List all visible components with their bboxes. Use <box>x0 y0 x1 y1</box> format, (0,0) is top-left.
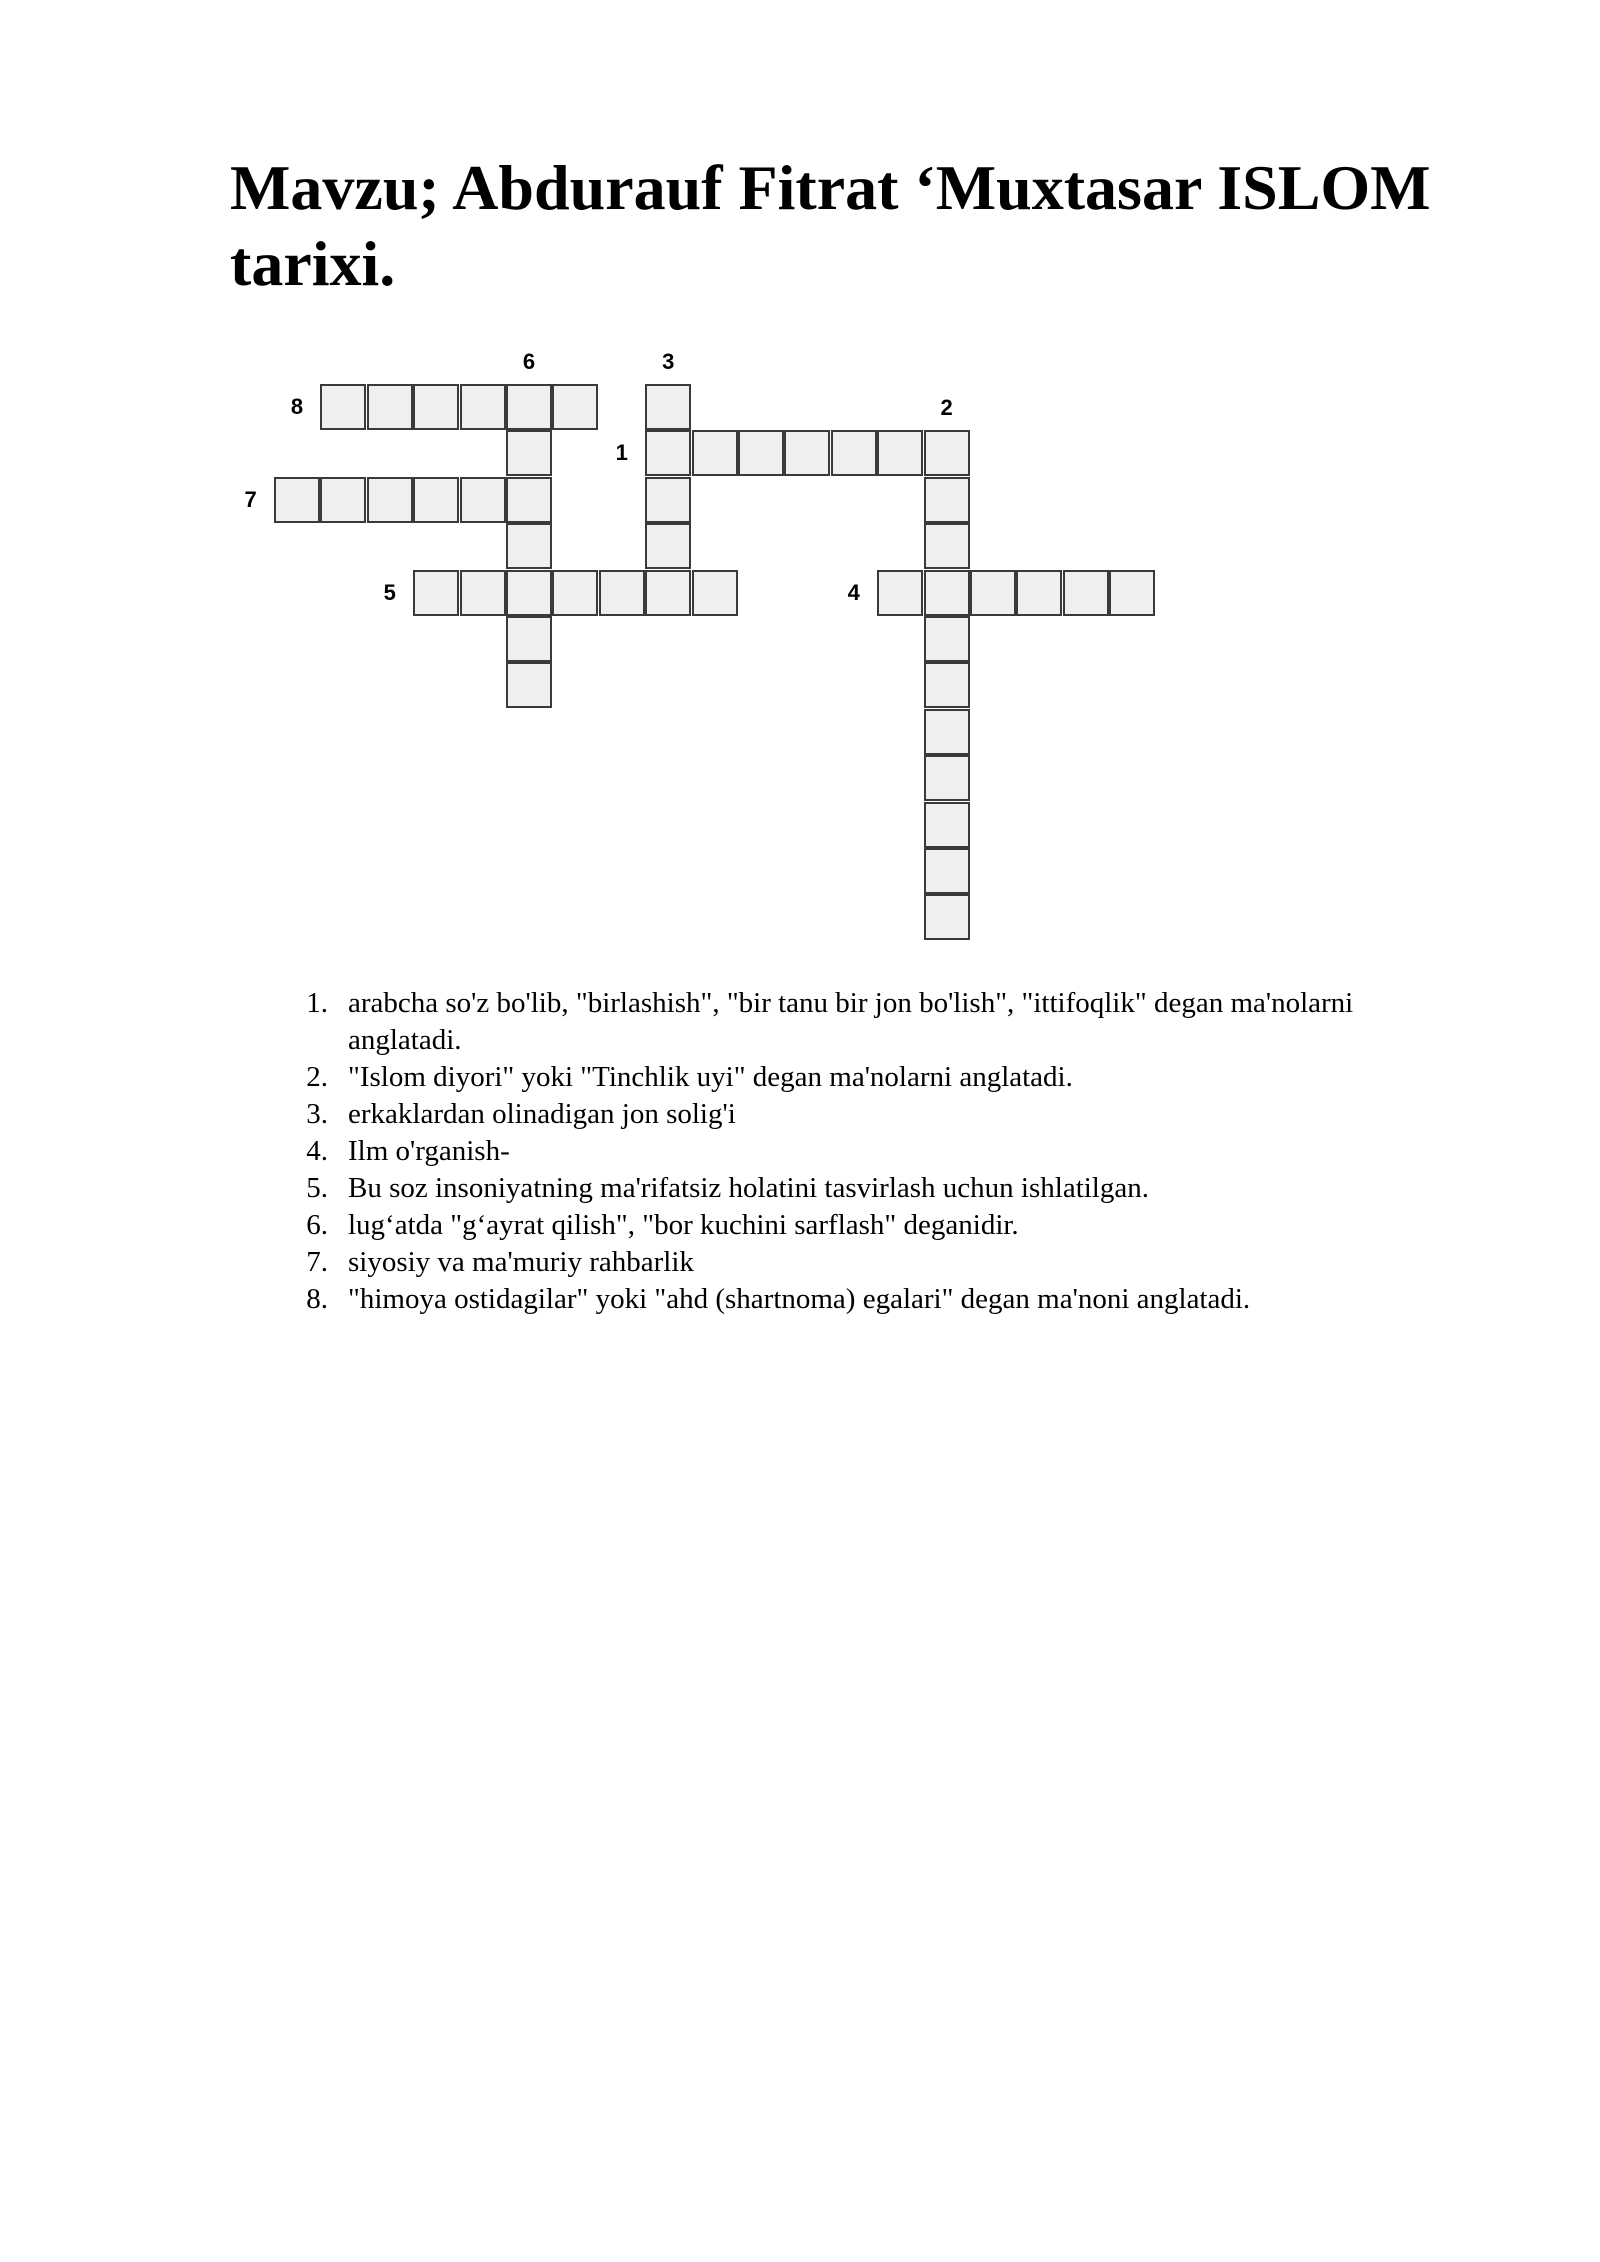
crossword-cell[interactable] <box>506 477 552 523</box>
clue-text: Ilm o'rganish- <box>348 1135 510 1167</box>
crossword-cell[interactable] <box>924 616 970 662</box>
crossword-cell[interactable] <box>367 477 413 523</box>
crossword-cell[interactable] <box>506 384 552 430</box>
clue-index: 3. <box>306 1098 328 1130</box>
clue-item <box>270 985 1470 1059</box>
clue-index: 2. <box>306 1061 328 1093</box>
crossword-cell[interactable] <box>877 430 923 476</box>
clue-index: 5. <box>306 1172 328 1204</box>
clue-item <box>270 1096 1470 1133</box>
clue-text: "himoya ostidagilar" yoki "ahd (shartnoma) egalari" degan ma'noni anglatadi. <box>348 1283 1251 1315</box>
clue-item <box>270 1133 1470 1170</box>
crossword-cell[interactable] <box>924 709 970 755</box>
clue-index: 4. <box>306 1135 328 1167</box>
crossword-cell[interactable] <box>924 523 970 569</box>
crossword-cell[interactable] <box>645 523 691 569</box>
crossword-cell[interactable] <box>320 477 366 523</box>
clue-text: lug‘atda "g‘ayrat qilish", "bor kuchini sarflash" deganidir. <box>348 1209 1019 1241</box>
crossword-cell[interactable] <box>692 570 738 616</box>
clue-text: siyosiy va ma'muriy rahbarlik <box>348 1246 694 1278</box>
crossword-grid <box>0 0 1600 960</box>
clue-number-5: 5 <box>383 579 396 605</box>
crossword-cell[interactable] <box>460 477 506 523</box>
clue-text: "Islom diyori" yoki "Tinchlik uyi" degan ma'nolarni anglatadi. <box>348 1061 1073 1093</box>
clue-number-7: 7 <box>244 486 257 512</box>
crossword-cell[interactable] <box>1063 570 1109 616</box>
crossword-cell[interactable] <box>645 477 691 523</box>
crossword-cell[interactable] <box>599 570 645 616</box>
crossword-cell[interactable] <box>506 570 552 616</box>
crossword-cell[interactable] <box>1016 570 1062 616</box>
clue-index: 8. <box>306 1283 328 1315</box>
crossword-cell[interactable] <box>506 662 552 708</box>
clue-index: 1. <box>306 987 328 1019</box>
crossword-cell[interactable] <box>924 755 970 801</box>
crossword-cell[interactable] <box>831 430 877 476</box>
crossword-cell[interactable] <box>413 477 459 523</box>
crossword-cell[interactable] <box>274 477 320 523</box>
crossword-cell[interactable] <box>924 477 970 523</box>
clue-item <box>270 1281 1470 1318</box>
clue-list <box>270 985 1470 1318</box>
clue-number-4: 4 <box>847 579 860 605</box>
page-title: Mavzu; Abdurauf Fitrat ‘Muxtasar ISLOM tarixi. <box>230 152 1431 299</box>
crossword-cell[interactable] <box>506 616 552 662</box>
crossword-cell[interactable] <box>924 848 970 894</box>
clue-text: erkaklardan olinadigan jon solig'i <box>348 1098 736 1130</box>
crossword-cell[interactable] <box>367 384 413 430</box>
clue-item <box>270 1207 1470 1244</box>
crossword-cell[interactable] <box>692 430 738 476</box>
clue-number-6: 6 <box>522 348 536 374</box>
crossword-cell[interactable] <box>924 662 970 708</box>
crossword-cell[interactable] <box>413 384 459 430</box>
crossword-cell[interactable] <box>460 384 506 430</box>
clue-number-3: 3 <box>662 348 675 374</box>
clue-text: Bu soz insoniyatning ma'rifatsiz holatini tasvirlash uchun ishlatilgan. <box>348 1172 1149 1204</box>
crossword-cell[interactable] <box>877 570 923 616</box>
crossword-cell[interactable] <box>784 430 830 476</box>
clue-number-8: 8 <box>290 394 304 419</box>
crossword-cell[interactable] <box>645 384 691 430</box>
clue-item <box>270 1244 1470 1281</box>
clue-item <box>270 1059 1470 1096</box>
crossword-cell[interactable] <box>924 570 970 616</box>
crossword-cell[interactable] <box>506 430 552 476</box>
crossword-cell[interactable] <box>924 894 970 940</box>
crossword-cell[interactable] <box>645 430 691 476</box>
crossword-cell[interactable] <box>506 523 552 569</box>
crossword-cell[interactable] <box>924 802 970 848</box>
crossword-cell[interactable] <box>645 570 691 616</box>
clue-number-2: 2 <box>940 395 953 420</box>
crossword-cell[interactable] <box>738 430 784 476</box>
crossword-cell[interactable] <box>460 570 506 616</box>
crossword-cell[interactable] <box>924 430 970 476</box>
clue-item <box>270 1170 1470 1207</box>
clue-number-1: 1 <box>615 440 628 466</box>
clue-index: 7. <box>306 1246 328 1278</box>
crossword-cell[interactable] <box>970 570 1016 616</box>
crossword-cell[interactable] <box>1109 570 1155 616</box>
clue-text: arabcha so'z bo'lib, "birlashish", "bir tanu bir jon bo'lish", "ittifoqlik" degan ma'nolarni anglatadi. <box>348 987 1354 1056</box>
crossword-cell[interactable] <box>413 570 459 616</box>
crossword-cell[interactable] <box>552 384 598 430</box>
crossword-cell[interactable] <box>552 570 598 616</box>
crossword-cell[interactable] <box>320 384 366 430</box>
clue-index: 6. <box>306 1209 328 1241</box>
